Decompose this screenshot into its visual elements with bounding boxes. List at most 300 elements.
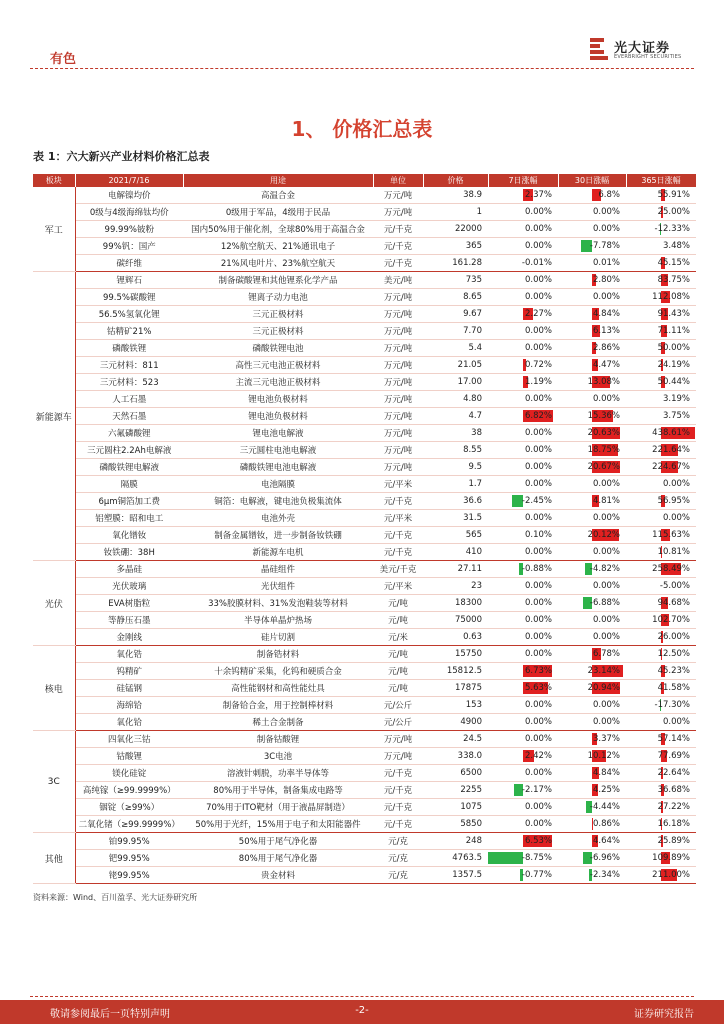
change-value: 4.47% (592, 360, 620, 370)
change-value: -17.30% (654, 700, 690, 710)
change-bar (488, 852, 523, 864)
unit-cell: 元/吨 (373, 646, 423, 663)
change-value: 0.01% (592, 258, 620, 268)
unit-cell: 元/千克 (373, 816, 423, 833)
change-value: 0.72% (524, 360, 552, 370)
table-row (33, 204, 696, 221)
change-cell (488, 527, 558, 544)
table-row (33, 306, 696, 323)
source-note: 资料来源：Wind、百川盈孚、光大证券研究所 (33, 893, 198, 902)
change-cell (558, 442, 626, 459)
change-cell (488, 255, 558, 272)
change-cell (626, 782, 696, 799)
change-value: 23.14% (587, 666, 620, 676)
change-value: 10.81% (657, 547, 690, 557)
price-cell: 38.9 (423, 187, 488, 204)
table-row (33, 255, 696, 272)
change-cell (488, 561, 558, 578)
change-value: 0.00% (524, 547, 552, 557)
change-value: 0.00% (524, 479, 552, 489)
change-cell (558, 272, 626, 289)
item-name-cell: 镁化硅锭 (75, 765, 183, 782)
change-cell (558, 731, 626, 748)
change-value: 4.64% (592, 836, 620, 846)
table-row (33, 527, 696, 544)
change-value: 0.00% (524, 632, 552, 642)
change-cell (558, 680, 626, 697)
change-cell (626, 306, 696, 323)
section-header-label: 有色 (50, 52, 77, 67)
table-row (33, 833, 696, 850)
change-value: -4.82% (589, 564, 620, 574)
change-value: -8.75% (521, 853, 552, 863)
change-cell (488, 510, 558, 527)
change-value: 18.75% (587, 445, 620, 455)
change-value: 4.84% (592, 768, 620, 778)
table-row (33, 578, 696, 595)
price-cell: 161.28 (423, 255, 488, 272)
change-cell (626, 765, 696, 782)
change-cell (558, 663, 626, 680)
price-cell: 153 (423, 697, 488, 714)
price-cell: 38 (423, 425, 488, 442)
price-cell: 6500 (423, 765, 488, 782)
change-cell (488, 731, 558, 748)
unit-cell: 元/米 (373, 629, 423, 646)
price-cell: 410 (423, 544, 488, 561)
change-value: 0.00% (524, 292, 552, 302)
change-value: 0.00% (662, 513, 690, 523)
change-cell (488, 748, 558, 765)
change-value: 221.64% (652, 445, 690, 455)
change-cell (488, 289, 558, 306)
change-value: 6.53% (524, 836, 552, 846)
item-name-cell: 锂辉石 (75, 272, 183, 289)
item-name-cell: 钴精矿21% (75, 323, 183, 340)
item-name-cell: 六氟磷酸锂 (75, 425, 183, 442)
change-cell (626, 204, 696, 221)
change-cell (558, 714, 626, 731)
change-cell (488, 765, 558, 782)
price-cell: 9.67 (423, 306, 488, 323)
change-cell (626, 731, 696, 748)
item-name-cell: 隔膜 (75, 476, 183, 493)
price-cell: 4.80 (423, 391, 488, 408)
change-cell (558, 306, 626, 323)
unit-cell: 元/吨 (373, 595, 423, 612)
change-cell (626, 510, 696, 527)
usage-cell: 12%航空航天、21%通讯电子 (183, 238, 373, 255)
item-name-cell: 99.5%碳酸锂 (75, 289, 183, 306)
usage-cell: 70%用于ITO靶材（用于液晶屏制造） (183, 799, 373, 816)
item-name-cell: EVA树脂粒 (75, 595, 183, 612)
change-cell (626, 680, 696, 697)
unit-cell: 元/克 (373, 867, 423, 884)
unit-cell: 元/吨 (373, 663, 423, 680)
unit-cell: 万元/吨 (373, 306, 423, 323)
price-cell: 75000 (423, 612, 488, 629)
change-cell (488, 442, 558, 459)
item-name-cell: 金刚线 (75, 629, 183, 646)
item-name-cell: 天然石墨 (75, 408, 183, 425)
table-row (33, 340, 696, 357)
table-row (33, 816, 696, 833)
change-cell (626, 799, 696, 816)
change-cell (558, 255, 626, 272)
change-value: 2.86% (592, 343, 620, 353)
table-row (33, 425, 696, 442)
unit-cell: 元/吨 (373, 612, 423, 629)
usage-cell: 三元正极材料 (183, 323, 373, 340)
change-value: -2.34% (589, 870, 620, 880)
item-name-cell: 56.5%氢氧化锂 (75, 306, 183, 323)
change-cell (558, 204, 626, 221)
item-name-cell: 氧化铪 (75, 714, 183, 731)
item-name-cell: 99%钒：国产 (75, 238, 183, 255)
usage-cell: 高性能钢材和高性能灶具 (183, 680, 373, 697)
col-header: 365日涨幅 (626, 174, 696, 187)
category-cell: 光伏 (33, 561, 75, 646)
change-value: 16.18% (657, 819, 690, 829)
change-cell (626, 221, 696, 238)
change-value: -0.88% (521, 564, 552, 574)
footer-report-type: 证券研究报告 (634, 1009, 694, 1020)
change-cell (626, 867, 696, 884)
item-name-cell: 三元圆柱2.2Ah电解液 (75, 442, 183, 459)
usage-cell: 3C电池 (183, 748, 373, 765)
price-cell: 9.5 (423, 459, 488, 476)
usage-cell: 磷酸铁锂电池电解液 (183, 459, 373, 476)
change-cell (558, 323, 626, 340)
unit-cell: 万元/吨 (373, 187, 423, 204)
change-value: 24.19% (657, 360, 690, 370)
usage-cell: 21%风电叶片、23%航空航天 (183, 255, 373, 272)
table-row (33, 799, 696, 816)
change-value: 0.00% (524, 445, 552, 455)
change-cell (488, 323, 558, 340)
change-value: 0.00% (592, 479, 620, 489)
unit-cell: 元/公斤 (373, 697, 423, 714)
unit-cell: 万元/吨 (373, 357, 423, 374)
change-cell (488, 357, 558, 374)
change-cell (558, 646, 626, 663)
change-cell (558, 612, 626, 629)
usage-cell: 高性三元电池正极材料 (183, 357, 373, 374)
item-name-cell: 碳纤维 (75, 255, 183, 272)
table-row (33, 221, 696, 238)
change-cell (488, 204, 558, 221)
change-value: 0.00% (524, 428, 552, 438)
price-cell: 18300 (423, 595, 488, 612)
change-value: 0.00% (592, 292, 620, 302)
unit-cell: 美元/千克 (373, 561, 423, 578)
change-value: 6.82% (524, 411, 552, 421)
unit-cell: 元/千克 (373, 238, 423, 255)
change-cell (488, 867, 558, 884)
change-cell (488, 493, 558, 510)
item-name-cell: 99.99%铍粉 (75, 221, 183, 238)
change-value: 0.00% (524, 241, 552, 251)
change-cell (488, 646, 558, 663)
change-value: 0.00% (524, 649, 552, 659)
change-cell (626, 578, 696, 595)
change-value: -0.01% (521, 258, 552, 268)
table-row (33, 289, 696, 306)
change-cell (558, 493, 626, 510)
usage-cell: 50%用于光纤，15%用于电子和太阳能器件 (183, 816, 373, 833)
col-header: 30日涨幅 (558, 174, 626, 187)
unit-cell: 元/千克 (373, 527, 423, 544)
col-header: 2021/7/16 (75, 174, 183, 187)
change-cell (488, 595, 558, 612)
unit-cell: 万元/吨 (373, 289, 423, 306)
price-summary-table (33, 174, 697, 884)
usage-cell: 锂电池负极材料 (183, 408, 373, 425)
table-row (33, 867, 696, 884)
price-cell: 8.55 (423, 442, 488, 459)
change-value: 50.44% (657, 377, 690, 387)
usage-cell: 贵金材料 (183, 867, 373, 884)
usage-cell: 三元圆柱电池电解液 (183, 442, 373, 459)
price-cell: 1075 (423, 799, 488, 816)
change-value: 0.00% (524, 598, 552, 608)
change-cell (558, 629, 626, 646)
change-cell (558, 187, 626, 204)
category-cell: 军工 (33, 187, 75, 272)
usage-cell: 80%用于尾气净化器 (183, 850, 373, 867)
change-cell (558, 765, 626, 782)
change-cell (558, 289, 626, 306)
change-value: 224.67% (652, 462, 690, 472)
usage-cell: 晶硅组件 (183, 561, 373, 578)
change-value: 6.78% (592, 649, 620, 659)
change-cell (488, 340, 558, 357)
unit-cell: 万元/吨 (373, 323, 423, 340)
change-value: 4.81% (592, 496, 620, 506)
item-name-cell: 钴酸锂 (75, 748, 183, 765)
change-value: 10.12% (587, 751, 620, 761)
change-value: 0.00% (592, 700, 620, 710)
table-row (33, 714, 696, 731)
item-name-cell: 三元材料：811 (75, 357, 183, 374)
change-value: 0.00% (524, 768, 552, 778)
header-divider (30, 68, 694, 70)
change-value: 0.00% (524, 224, 552, 234)
table-row (33, 595, 696, 612)
price-cell: 23 (423, 578, 488, 595)
change-cell (626, 187, 696, 204)
unit-cell: 元/千克 (373, 765, 423, 782)
change-value: -12.33% (654, 224, 690, 234)
change-cell (558, 748, 626, 765)
table-row (33, 442, 696, 459)
unit-cell: 元/克 (373, 833, 423, 850)
unit-cell: 万元/吨 (373, 442, 423, 459)
change-cell (558, 578, 626, 595)
change-cell (488, 714, 558, 731)
change-cell (488, 187, 558, 204)
change-cell (626, 697, 696, 714)
change-cell (558, 357, 626, 374)
item-name-cell: 电解镍均价 (75, 187, 183, 204)
price-cell: 0.63 (423, 629, 488, 646)
item-name-cell: 铑99.95% (75, 867, 183, 884)
usage-cell: 国内50%用于催化剂，全球80%用于高温合金 (183, 221, 373, 238)
change-cell (626, 493, 696, 510)
col-header: 板块 (33, 174, 75, 187)
change-cell (626, 714, 696, 731)
change-cell (488, 459, 558, 476)
change-cell (626, 408, 696, 425)
unit-cell: 美元/吨 (373, 272, 423, 289)
usage-cell: 制备铪合金，用于控制棒材料 (183, 697, 373, 714)
change-value: 20.63% (587, 428, 620, 438)
change-cell (488, 272, 558, 289)
unit-cell: 万元/吨 (373, 748, 423, 765)
change-value: 94.68% (657, 598, 690, 608)
price-cell: 248 (423, 833, 488, 850)
table-body (33, 187, 696, 884)
price-cell: 1.7 (423, 476, 488, 493)
change-value: 22.64% (657, 768, 690, 778)
change-value: 13.08% (587, 377, 620, 387)
change-value: 91.43% (657, 309, 690, 319)
change-cell (488, 680, 558, 697)
price-cell: 5.4 (423, 340, 488, 357)
table-row (33, 357, 696, 374)
table-row (33, 663, 696, 680)
item-name-cell: 二氧化锗（≥99.9999%） (75, 816, 183, 833)
unit-cell: 元/平米 (373, 578, 423, 595)
change-cell (626, 561, 696, 578)
change-value: 83.75% (657, 275, 690, 285)
usage-cell: 三元正极材料 (183, 306, 373, 323)
unit-cell: 万元/吨 (373, 391, 423, 408)
change-cell (488, 476, 558, 493)
usage-cell: 制备钴酸锂 (183, 731, 373, 748)
usage-cell: 制备锆材料 (183, 646, 373, 663)
change-value: 5.63% (524, 683, 552, 693)
change-cell (626, 850, 696, 867)
usage-cell: 硅片切割 (183, 629, 373, 646)
change-value: 0.00% (524, 462, 552, 472)
usage-cell: 电池外壳 (183, 510, 373, 527)
change-value: 3.48% (662, 241, 690, 251)
section-title: 1、 价格汇总表 (291, 117, 433, 141)
item-name-cell: 钕铁硼：38H (75, 544, 183, 561)
unit-cell: 元/吨 (373, 680, 423, 697)
price-cell: 338.0 (423, 748, 488, 765)
change-cell (558, 833, 626, 850)
price-cell: 8.65 (423, 289, 488, 306)
change-cell (488, 850, 558, 867)
change-cell (558, 221, 626, 238)
change-cell (558, 561, 626, 578)
change-cell (626, 289, 696, 306)
table-row (33, 510, 696, 527)
change-value: 50.00% (657, 343, 690, 353)
item-name-cell: 人工石墨 (75, 391, 183, 408)
category-cell: 核电 (33, 646, 75, 731)
usage-cell: 溶液针刺脱，功率半导体等 (183, 765, 373, 782)
usage-cell: 锂离子动力电池 (183, 289, 373, 306)
table-row (33, 748, 696, 765)
item-name-cell: 海绵铪 (75, 697, 183, 714)
price-cell: 15750 (423, 646, 488, 663)
table-row (33, 697, 696, 714)
usage-cell: 制备金属镨钕，进一步制备钕铁硼 (183, 527, 373, 544)
change-value: 6.13% (592, 326, 620, 336)
table-row (33, 561, 696, 578)
change-cell (626, 374, 696, 391)
unit-cell: 万元/吨 (373, 408, 423, 425)
change-value: -0.77% (521, 870, 552, 880)
change-value: 0.00% (592, 632, 620, 642)
change-cell (488, 833, 558, 850)
change-value: 20.94% (587, 683, 620, 693)
table-caption: 表 1：六大新兴产业材料价格汇总表 (33, 150, 210, 163)
unit-cell: 元/平米 (373, 476, 423, 493)
item-name-cell: 高纯镓（≥99.9999%） (75, 782, 183, 799)
change-value: 0.00% (524, 326, 552, 336)
change-cell (488, 391, 558, 408)
table-row (33, 850, 696, 867)
change-value: 26.00% (657, 632, 690, 642)
change-value: 0.10% (524, 530, 552, 540)
change-value: 2.37% (524, 190, 552, 200)
change-cell (626, 748, 696, 765)
usage-cell: 高温合金 (183, 187, 373, 204)
change-cell (626, 527, 696, 544)
change-value: 12.50% (657, 649, 690, 659)
col-header: 用途 (183, 174, 373, 187)
change-cell (488, 544, 558, 561)
change-cell (488, 663, 558, 680)
price-cell: 365 (423, 238, 488, 255)
change-cell (488, 238, 558, 255)
col-header: 单位 (373, 174, 423, 187)
change-value: 0.00% (592, 547, 620, 557)
change-cell (558, 408, 626, 425)
change-value: 36.68% (657, 785, 690, 795)
table-row (33, 680, 696, 697)
change-cell (558, 544, 626, 561)
unit-cell: 万元/吨 (373, 340, 423, 357)
table-row (33, 374, 696, 391)
change-value: 109.89% (652, 853, 690, 863)
change-value: 102.70% (652, 615, 690, 625)
price-cell: 1 (423, 204, 488, 221)
change-value: 15.36% (587, 411, 620, 421)
change-value: 0.00% (524, 700, 552, 710)
change-cell (626, 425, 696, 442)
change-cell (626, 476, 696, 493)
item-name-cell: 铟锭（≥99%） (75, 799, 183, 816)
change-value: 0.00% (592, 207, 620, 217)
usage-cell: 铜箔：电解液，键电池负极集流体 (183, 493, 373, 510)
change-value: -4.44% (589, 802, 620, 812)
change-cell (626, 391, 696, 408)
price-cell: 27.11 (423, 561, 488, 578)
change-cell (488, 408, 558, 425)
unit-cell: 元/千克 (373, 799, 423, 816)
unit-cell: 元/公斤 (373, 714, 423, 731)
change-value: 0.00% (524, 615, 552, 625)
change-value: 258.49% (652, 564, 690, 574)
change-value: 0.00% (662, 479, 690, 489)
change-value: 56.95% (657, 496, 690, 506)
table-row (33, 612, 696, 629)
